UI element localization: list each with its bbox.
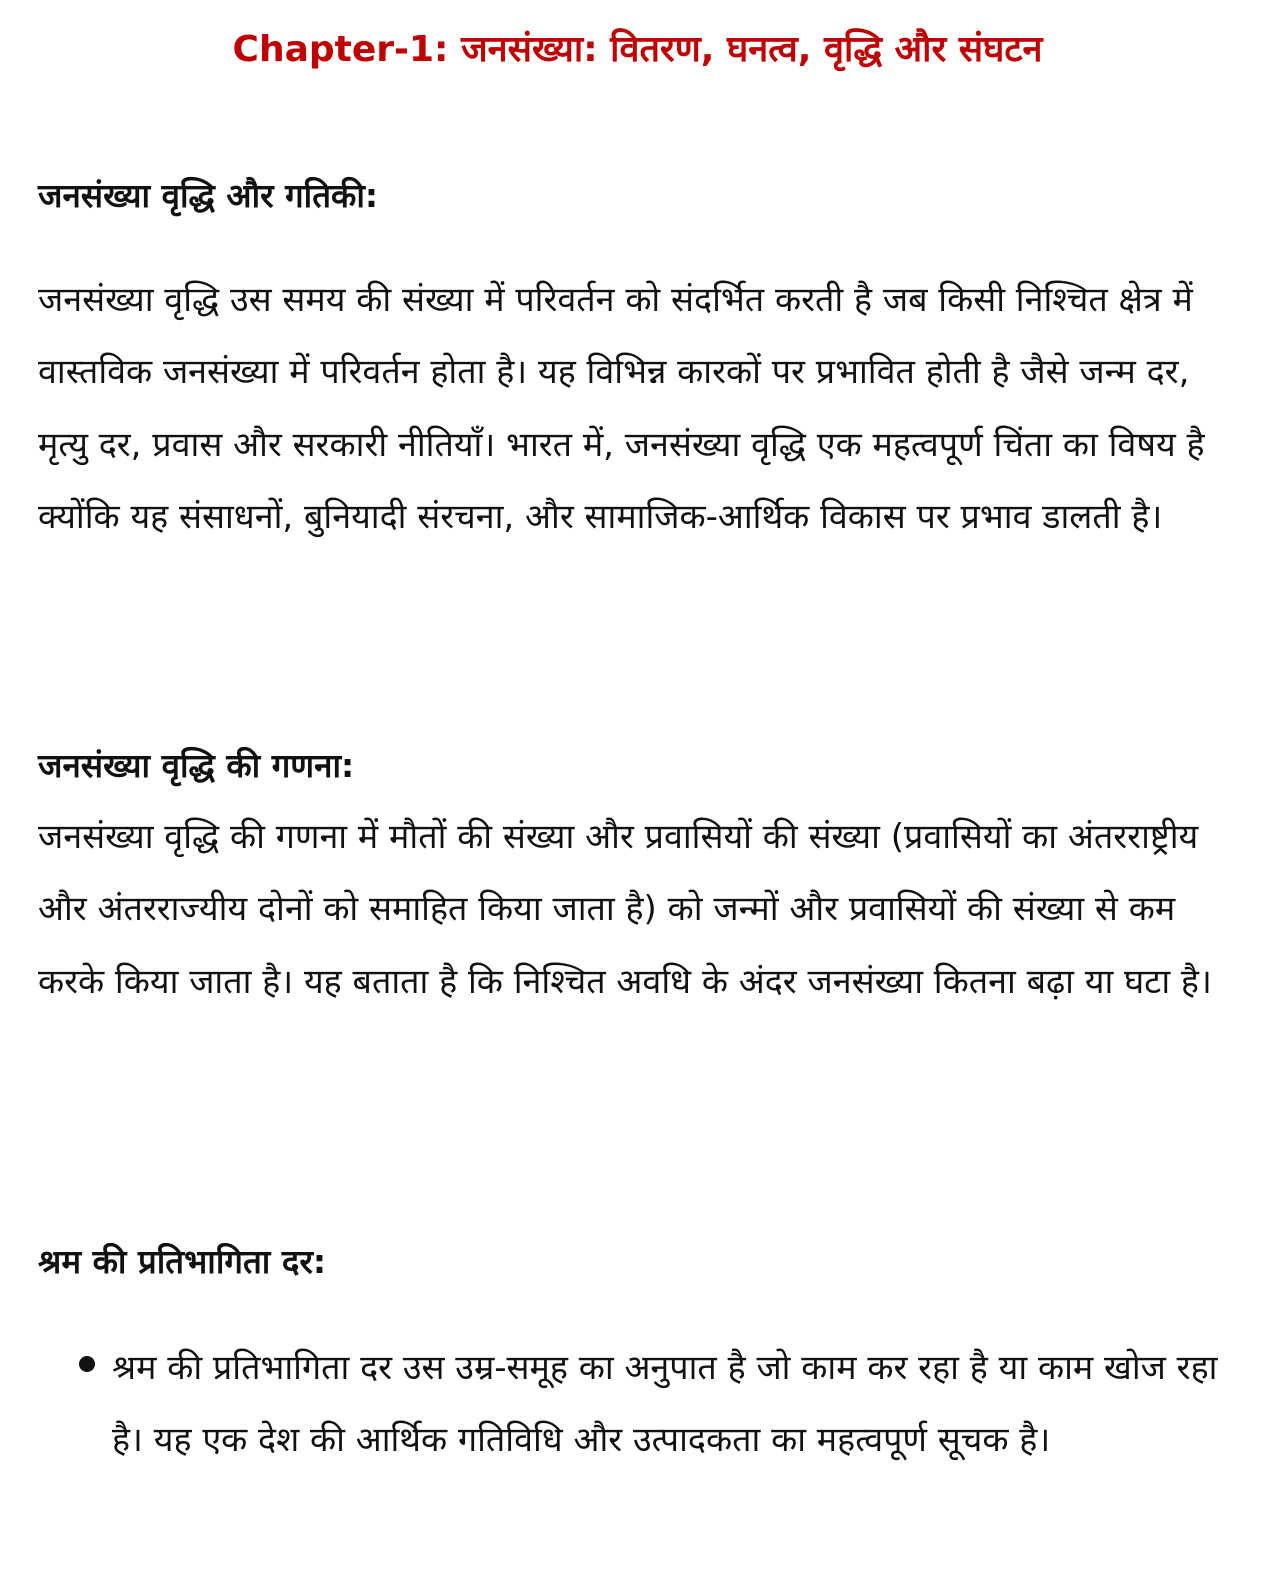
section-heading-growth-dynamics: जनसंख्या वृद्धि और गतिकी: [38,176,379,215]
list-item [38,1332,1238,1477]
chapter-title: Chapter-1: जनसंख्या: वितरण, घनत्व, वृद्धि और संघटन [232,29,1043,70]
section-heading-growth-calculation: जनसंख्या वृद्धि की गणना: [38,746,355,785]
bullet-list [38,1332,1238,1477]
section-body-growth-calculation: जनसंख्या वृद्धि की गणना में मौतों की संख्या और प्रवासियों की संख्या (प्रवासियों का अंतरराष्ट्रीय और अंतरराज्यीय दोनों को समाहित किया जाता है) को जन्मों और प्रवासियों की संख्या से कम करके किया जाता है। यह बताता है कि निश्चित अवधि के अंदर जनसंख्या कितना बढ़ा या घटा है। [38,817,1212,1002]
section-heading-labour-participation: श्रम की प्रतिभागिता दर: [38,1242,327,1281]
section-body-growth-dynamics: जनसंख्या वृद्धि उस समय की संख्या में परिवर्तन को संदर्भित करती है जब किसी निश्चित क्षेत्र में वास्तविक जनसंख्या में परिवर्तन होता है। यह विभिन्न कारकों पर प्रभावित होती है जैसे जन्म दर, मृत्यु दर, प्रवास और सरकारी नीतियाँ। भारत में, जनसंख्या वृद्धि एक महत्वपूर्ण चिंता का विषय है क्योंकि यह संसाधनों, बुनियादी संरचना, और सामाजिक-आर्थिक विकास पर प्रभाव डालती है। [38,280,1205,538]
bullet-icon [79,1356,95,1372]
list-item-text: श्रम की प्रतिभागिता दर उस उम्र-समूह का अनुपात है जो काम कर रहा है या काम खोज रहा है। यह एक देश की आर्थिक गतिविधि और उत्पादकता का महत्वपूर्ण सूचक है। [112,1348,1218,1461]
